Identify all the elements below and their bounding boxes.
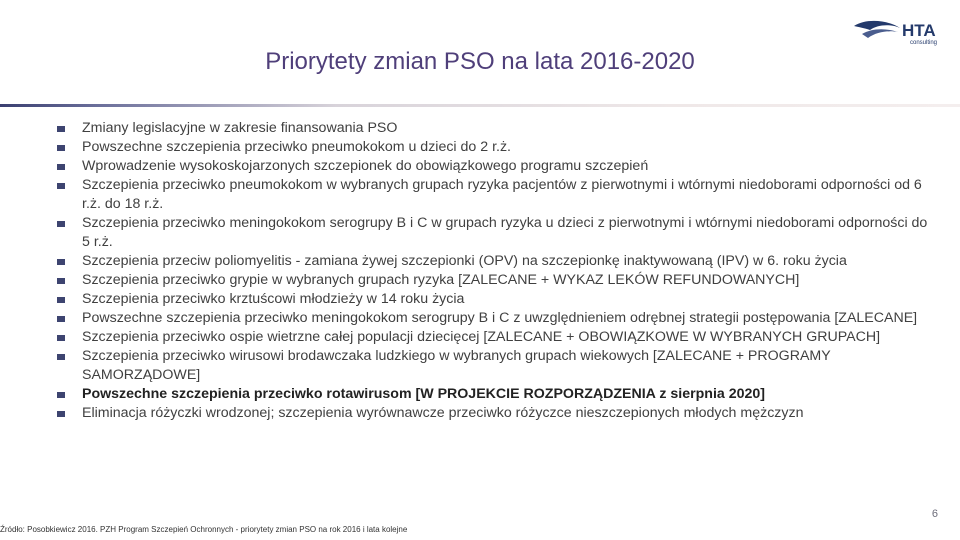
bullet-square-icon [57,145,65,151]
bullet-item [52,290,932,309]
logo-text: HTA [902,21,936,40]
bullet-item [52,157,932,176]
bullet-text: Zmiany legislacyjne w zakresie finansowania PSO [82,120,398,136]
bullet-square-icon [57,297,65,303]
hta-consulting-logo [852,18,944,48]
bullet-text: Powszechne szczepienia przeciwko meningokokom serogrupy B i C z uwzględnieniem odrębnej strategii postępowania [ZALECANE] [82,310,918,326]
bullet-square-icon [57,183,65,189]
bullet-item [52,404,932,423]
bullet-square-icon [57,392,65,398]
bullet-text: Wprowadzenie wysokoskojarzonych szczepionek do obowiązkowego programu szczepień [82,158,649,174]
bullet-text: Szczepienia przeciwko krztuścowi młodzieży w 14 roku życia [82,291,465,307]
bullet-item [52,271,932,290]
slide-title: Priorytety zmian PSO na lata 2016-2020 [265,48,695,75]
logo-swoosh-icon [854,21,900,30]
bullet-square-icon [57,259,65,265]
bullet-text: Powszechne szczepienia przeciwko pneumokokom u dzieci do 2 r.ż. [82,139,511,155]
bullet-text: Eliminacja różyczki wrodzonej; szczepienia wyrównawcze przeciwko różyczce nieszczepionych młodych mężczyzn [82,405,804,421]
bullet-item [52,119,932,138]
logo-subtext: consulting [910,40,938,46]
bullet-square-icon [57,316,65,322]
source-footnote: Źródło: Posobkiewicz 2016. PZH Program Szczepień Ochronnych - priorytety zmian PSO na rok 2016 i lata kolejne [0,525,408,534]
page-number: 6 [931,508,938,520]
bullet-item [52,385,932,404]
bullet-square-icon [57,164,65,170]
bullet-text: Szczepienia przeciwko ospie wietrzne całej populacji dziecięcej [ZALECANE + OBOWIĄZKOWE W WYBRANYCH GRUPACH] [82,329,881,345]
bullet-item [52,309,932,328]
bullet-square-icon [57,411,65,417]
bullet-text: Szczepienia przeciwko grypie w wybranych grupach ryzyka [ZALECANE + WYKAZ LEKÓW REFUNDOWANYCH] [82,272,800,288]
bullet-text: Szczepienia przeciwko pneumokokom w wybranych grupach ryzyka pacjentów z pierwotnymi i wtórnymi niedoborami odporności od 6 r.ż. do 18 r.ż. [82,177,922,212]
bullet-item [52,176,932,214]
bullet-square-icon [57,335,65,341]
bullet-item [52,328,932,347]
bullet-text: Powszechne szczepienia przeciwko rotawirusom [W PROJEKCIE ROZPORZĄDZENIA z sierpnia 2020] [82,386,766,402]
bullet-text: Szczepienia przeciwko wirusowi brodawczaka ludzkiego w wybranych grupach wiekowych [ZALECANE + PROGRAMY SAMORZĄDOWE] [82,348,831,383]
bullet-square-icon [57,278,65,284]
bullet-item [52,138,932,157]
priority-bullet-list [52,119,932,423]
bullet-item [52,252,932,271]
bullet-square-icon [57,221,65,227]
bullet-item [52,214,932,252]
bullet-square-icon [57,354,65,360]
bullet-text: Szczepienia przeciwko meningokokom serogrupy B i C w grupach ryzyka u dzieci z pierwotnymi i wtórnymi niedoborami odporności do 5 r.ż. [82,215,928,250]
bullet-square-icon [57,126,65,132]
bullet-item [52,347,932,385]
title-divider [0,104,960,107]
bullet-text: Szczepienia przeciw poliomyelitis - zamiana żywej szczepionki (OPV) na szczepionkę inaktywowaną (IPV) w 6. roku życia [82,253,847,269]
